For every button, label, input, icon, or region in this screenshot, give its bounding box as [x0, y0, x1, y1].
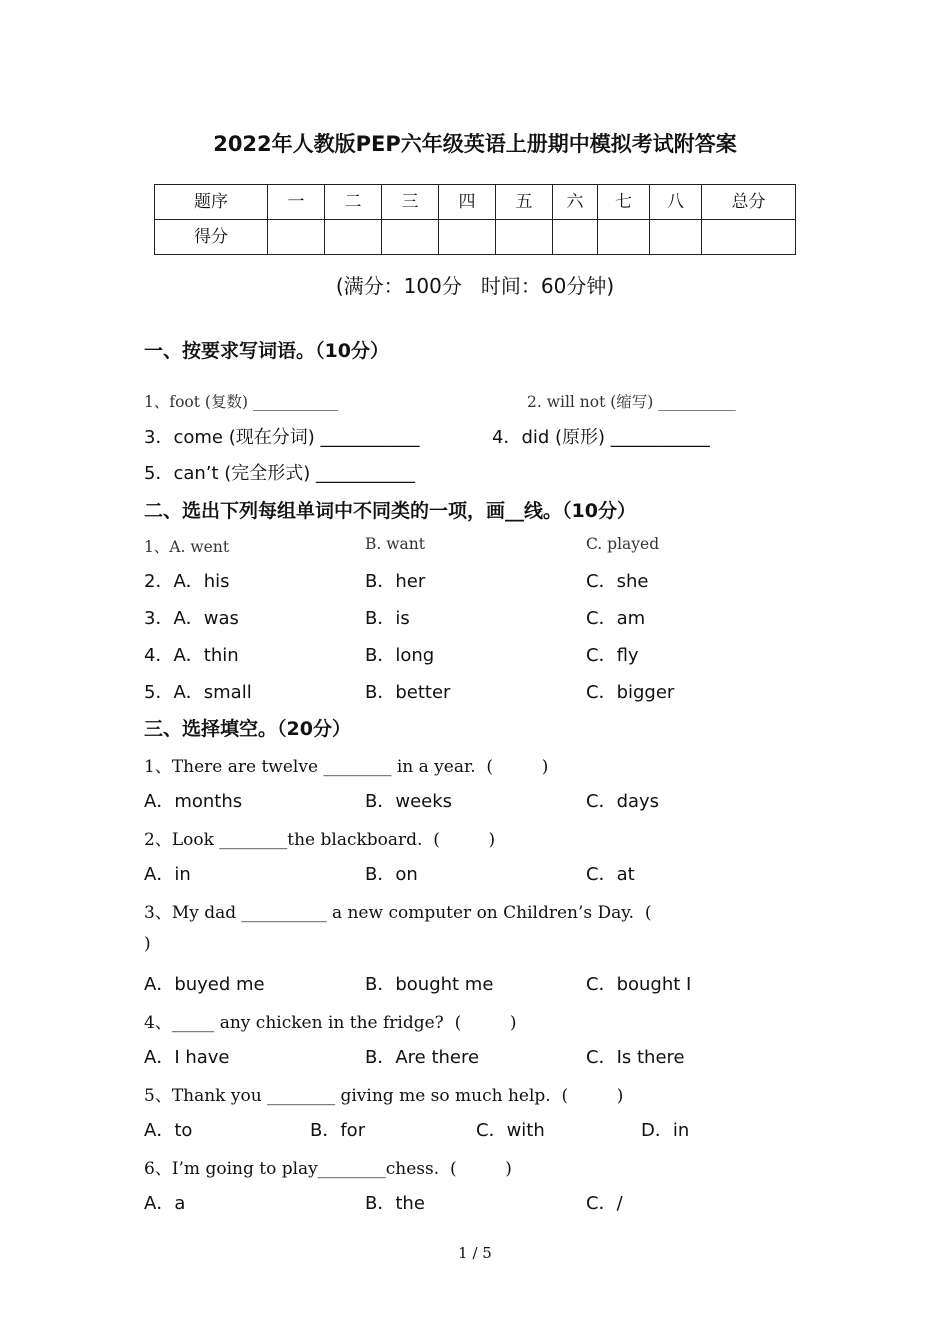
option: B．the	[365, 1193, 425, 1214]
score-input-cell[interactable]	[650, 220, 702, 255]
option: B. want	[365, 535, 425, 553]
option: B．her	[365, 571, 426, 592]
score-input-cell[interactable]	[553, 220, 598, 255]
question: 3．come (现在分词) ___________	[144, 427, 420, 448]
option: C．bought I	[586, 974, 692, 995]
option: 4．A．thin	[144, 645, 239, 666]
option: B．better	[365, 682, 451, 703]
full-score-time: (满分：100分 时间：60分钟)	[335, 274, 615, 298]
option: A．a	[144, 1193, 186, 1214]
question-stem: 6、I’m going to play________chess. ( )	[144, 1159, 512, 1179]
option: C．am	[586, 608, 646, 629]
section-heading: 一、按要求写词语。（10分）	[144, 340, 389, 362]
table-cell: 三	[382, 185, 439, 220]
option: C．days	[586, 791, 660, 812]
option: 2．A．his	[144, 571, 230, 592]
option: 5．A．small	[144, 682, 252, 703]
page-number: 1 / 5	[458, 1244, 492, 1262]
option: C．bigger	[586, 682, 675, 703]
option: C. played	[586, 535, 660, 553]
option: B．on	[365, 864, 418, 885]
score-table	[154, 184, 796, 255]
option: A．in	[144, 864, 191, 885]
question-stem-continued: )	[144, 934, 151, 954]
table-cell: 题序	[155, 185, 268, 220]
table-cell: 五	[496, 185, 553, 220]
option: C．Is there	[586, 1047, 685, 1068]
page-title: 2022年人教版PEP六年级英语上册期中模拟考试附答案	[213, 132, 737, 156]
option: A．buyed me	[144, 974, 265, 995]
option: A．months	[144, 791, 243, 812]
option: C．fly	[586, 645, 639, 666]
score-table-score-row	[155, 220, 796, 255]
option: A．to	[144, 1120, 193, 1141]
score-input-cell[interactable]	[439, 220, 496, 255]
option: B．weeks	[365, 791, 453, 812]
option: D．in	[641, 1120, 690, 1141]
option: B．long	[365, 645, 435, 666]
option: 3．A．was	[144, 608, 239, 629]
question: 4．did (原形) ___________	[492, 427, 710, 448]
table-cell: 二	[325, 185, 382, 220]
option: B．Are there	[365, 1047, 480, 1068]
score-input-cell[interactable]	[598, 220, 650, 255]
option: C．with	[476, 1120, 545, 1141]
score-input-cell[interactable]	[382, 220, 439, 255]
question: 2. will not (缩写) __________	[527, 393, 736, 411]
question-stem: 4、_____ any chicken in the fridge? ( )	[144, 1013, 517, 1033]
table-cell: 一	[268, 185, 325, 220]
score-input-cell[interactable]	[496, 220, 553, 255]
score-input-cell[interactable]	[325, 220, 382, 255]
section-heading: 二、选出下列每组单词中不同类的一项，画__线。（10分）	[144, 500, 636, 522]
table-cell: 总分	[702, 185, 796, 220]
option: B．bought me	[365, 974, 494, 995]
score-table-header-row	[155, 185, 796, 220]
table-cell: 六	[553, 185, 598, 220]
score-input-cell[interactable]	[702, 220, 796, 255]
option: A．I have	[144, 1047, 230, 1068]
question-stem: 5、Thank you ________ giving me so much help. ( )	[144, 1086, 624, 1106]
table-cell: 得分	[155, 220, 268, 255]
table-cell: 四	[439, 185, 496, 220]
option: C．at	[586, 864, 635, 885]
option: 1、A. went	[144, 538, 230, 556]
option: C．she	[586, 571, 649, 592]
score-input-cell[interactable]	[268, 220, 325, 255]
section-heading: 三、选择填空。（20分）	[144, 718, 351, 740]
option: B．for	[310, 1120, 366, 1141]
question-stem: 2、Look ________the blackboard. ( )	[144, 830, 496, 850]
question-stem: 3、My dad __________ a new computer on Children’s Day. (	[144, 903, 652, 923]
option: B．is	[365, 608, 410, 629]
question: 5．can’t (完全形式) ___________	[144, 463, 416, 484]
table-cell: 七	[598, 185, 650, 220]
question: 1、foot (复数) ___________	[144, 393, 339, 411]
option: C．/	[586, 1193, 623, 1214]
table-cell: 八	[650, 185, 702, 220]
question-stem: 1、There are twelve ________ in a year. ( )	[144, 757, 549, 777]
